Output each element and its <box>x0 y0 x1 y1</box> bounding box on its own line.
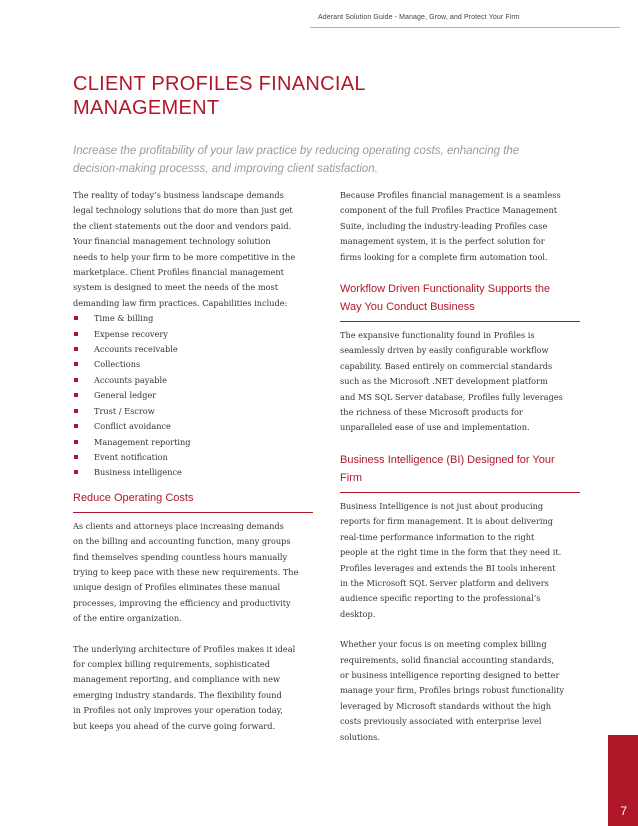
text-line: demanding law firm practices. Capabilities include: <box>73 297 288 308</box>
list-item-label: Collections <box>94 359 141 370</box>
list-item <box>73 465 313 480</box>
spacer <box>73 481 313 489</box>
list-item-label: Event notification <box>94 451 168 462</box>
text-line: of the entire organization. <box>73 613 182 624</box>
list-item <box>73 435 313 450</box>
list-item <box>73 373 313 388</box>
header-divider <box>310 27 620 28</box>
list-item-label: Accounts receivable <box>94 344 178 355</box>
text-line: find themselves spending countless hours manually <box>73 551 288 562</box>
section-title-reduce-costs: Reduce Operating Costs <box>73 489 313 513</box>
list-item <box>73 357 313 372</box>
page-subtitle: Increase the profitability of your law practice by reducing operating costs, enhancing the decision-making processs, and improving client satisfaction. <box>73 145 520 175</box>
text-line: on the billing and accounting function, many groups <box>73 536 291 547</box>
text-line: reports for firm management. It is about delivering <box>340 516 554 527</box>
spacer <box>340 265 580 280</box>
text-line: requirements, solid financial accounting standards, <box>340 654 554 665</box>
text-line: unparalleled ease of use and implementation. <box>340 422 530 433</box>
square-bullet-icon <box>74 440 78 444</box>
square-bullet-icon <box>74 347 78 351</box>
section-title-line: Workflow Driven Functionality Supports the <box>340 283 551 296</box>
text-line: The expansive functionality found in Profiles is <box>340 330 535 341</box>
text-line: legal technology solutions that do more than just get <box>73 205 293 216</box>
text-line: costs previously associated with enterprise level <box>340 716 542 727</box>
text-line: Whether your focus is on meeting complex billing <box>340 639 547 650</box>
text-line: seamlessly driven by easily configurable workflow <box>340 345 549 356</box>
section-title-workflow <box>340 280 580 322</box>
text-line: in the Microsoft SQL Server platform and delivers <box>340 577 549 588</box>
list-item <box>73 419 313 434</box>
text-line: Because Profiles financial management is a seamless <box>340 190 561 200</box>
list-item-label: Accounts payable <box>94 374 167 385</box>
text-line: firms looking for a complete firm automation tool. <box>340 251 548 262</box>
workflow-paragraph <box>340 328 580 436</box>
page-title-line-2: MANAGEMENT <box>73 97 220 119</box>
reduce-costs-paragraph-2 <box>73 642 313 734</box>
list-item <box>73 450 313 465</box>
left-column <box>73 188 313 734</box>
text-line: marketplace. Client Profiles financial management <box>73 267 284 278</box>
text-line: people at the right time in the form that they need it. <box>340 547 562 558</box>
square-bullet-icon <box>74 378 78 382</box>
text-line: capability. Based entirely on commercial standards <box>340 360 553 371</box>
capabilities-list <box>73 311 313 480</box>
text-line: management system, it is the perfect solution for <box>340 236 545 247</box>
square-bullet-icon <box>74 455 78 459</box>
text-line: unique design of Profiles eliminates these manual <box>73 582 281 593</box>
text-line: solutions. <box>340 731 380 742</box>
text-line: such as the Microsoft .NET development platform <box>340 376 548 387</box>
page-title <box>73 72 493 120</box>
text-line: for complex billing requirements, sophisticated <box>73 658 270 669</box>
text-line: management reporting, and compliance with new <box>73 674 280 685</box>
text-line: The underlying architecture of Profiles makes it ideal <box>73 643 296 654</box>
text-line: emerging industry standards. The flexibility found <box>73 689 282 700</box>
text-line: Profiles leverages and extends the BI tools inherent <box>340 562 556 573</box>
text-line: or business intelligence reporting designed to better <box>340 669 560 680</box>
text-line: the richness of these Microsoft products for <box>340 407 523 418</box>
text-line: Suite, including the industry-leading Profiles case <box>340 220 548 231</box>
square-bullet-icon <box>74 362 78 366</box>
text-line: trying to keep pace with these new requirements. The <box>73 566 299 577</box>
text-line: in Profiles not only improves your operation today, <box>73 705 283 716</box>
page-number: 7 <box>620 804 627 818</box>
list-item-label: Expense recovery <box>94 328 168 339</box>
square-bullet-icon <box>74 316 78 320</box>
right-column <box>340 188 580 745</box>
profiles-intro-paragraph <box>340 188 580 265</box>
intro-paragraph <box>73 188 313 311</box>
page-title-line-1: CLIENT PROFILES FINANCIAL <box>73 73 366 95</box>
reduce-costs-paragraph-1 <box>73 519 313 627</box>
list-item-label: Business intelligence <box>94 467 182 478</box>
text-line: needs to help your firm to be more competitive in the <box>73 251 296 262</box>
spacer <box>340 436 580 451</box>
text-line: component of the full Profiles Practice Management <box>340 205 558 216</box>
list-item-label: General ledger <box>94 390 157 401</box>
page-number-tab <box>608 735 638 826</box>
list-item <box>73 388 313 403</box>
square-bullet-icon <box>74 409 78 413</box>
square-bullet-icon <box>74 393 78 397</box>
list-item <box>73 311 313 326</box>
text-line: the client statements out the door and vendors paid. <box>73 220 292 231</box>
section-title-business-intelligence <box>340 451 580 493</box>
text-line: desktop. <box>340 608 376 619</box>
text-line: Your financial management technology solution <box>73 236 271 247</box>
list-item-label: Conflict avoidance <box>94 421 171 432</box>
spacer <box>73 627 313 642</box>
list-item <box>73 327 313 342</box>
text-line: real-time performance information to the right <box>340 531 535 542</box>
text-line: As clients and attorneys place increasing demands <box>73 520 284 531</box>
text-line: processes, improving the efficiency and productivity <box>73 597 291 608</box>
square-bullet-icon <box>74 470 78 474</box>
bi-paragraph-1 <box>340 499 580 622</box>
list-item-label: Trust / Escrow <box>94 405 155 416</box>
list-item-label: Time & billing <box>94 313 154 324</box>
text-line: The reality of today’s business landscape demands <box>73 190 284 200</box>
spacer <box>340 622 580 637</box>
text-line: system is designed to meet the needs of the most <box>73 282 279 293</box>
bi-paragraph-2 <box>340 637 580 745</box>
text-line: manage your firm, Profiles brings robust functionality <box>340 685 565 696</box>
text-line: leveraged by Microsoft standards without the high <box>340 700 552 711</box>
section-title-line: Way You Conduct Business <box>340 301 475 314</box>
text-line: Business Intelligence is not just about producing <box>340 500 544 511</box>
list-item <box>73 404 313 419</box>
text-line: and MS SQL Server database, Profiles fully leverages <box>340 391 563 402</box>
running-header: Aderant Solution Guide - Manage, Grow, and Protect Your Firm <box>318 14 520 21</box>
section-title-line: Business Intelligence (BI) Designed for Your <box>340 453 555 466</box>
list-item-label: Management reporting <box>94 436 191 447</box>
text-line: audience specific reporting to the professional’s <box>340 593 541 604</box>
square-bullet-icon <box>74 424 78 428</box>
square-bullet-icon <box>74 332 78 336</box>
section-title-line: Firm <box>340 471 362 484</box>
text-line: but keeps you ahead of the curve going forward. <box>73 720 276 731</box>
list-item <box>73 342 313 357</box>
